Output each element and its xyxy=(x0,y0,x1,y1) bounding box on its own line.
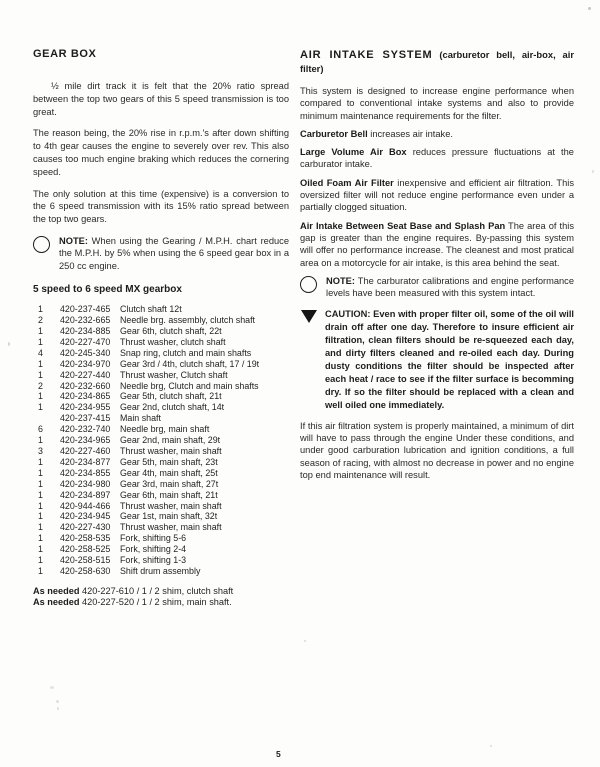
part-number: 420-234-855 xyxy=(60,467,111,478)
part-qty: 1 xyxy=(38,522,43,533)
part-description: Clutch shaft 12t xyxy=(120,304,182,315)
scan-speck xyxy=(490,745,492,747)
air-intake-heading-main: AIR INTAKE SYSTEM xyxy=(300,49,433,61)
caution-triangle-icon xyxy=(301,310,317,323)
part-number: 420-234-897 xyxy=(60,489,111,500)
part-qty: 2 xyxy=(38,380,43,391)
gearbox-para-1: ½ mile dirt track it is felt that the 20% ratio spread between the top two gears of this 5 speed transmission is too great. xyxy=(33,81,289,117)
table-row xyxy=(33,533,289,544)
table-row xyxy=(33,566,289,577)
part-qty: 3 xyxy=(38,445,43,456)
scan-speck xyxy=(304,640,306,642)
part-qty: 6 xyxy=(38,424,43,435)
part-description: Thrust washer, Clutch shaft xyxy=(120,369,228,380)
part-description: Gear 4th, main shaft, 25t xyxy=(120,467,218,478)
page-number: 5 xyxy=(276,749,281,759)
air-intake-column xyxy=(300,48,574,487)
part-description: Gear 6th, main shaft, 21t xyxy=(120,489,218,500)
table-row xyxy=(33,479,289,490)
item-lead: Air Intake Between Seat Base and Splash Pan xyxy=(300,220,506,231)
air-intake-caution-text xyxy=(325,308,574,412)
as-needed-text: 420-227-610 / 1 / 2 shim, clutch shaft xyxy=(82,585,234,596)
part-description: Gear 2nd, clutch shaft, 14t xyxy=(120,402,225,413)
item-text: increases air intake. xyxy=(370,128,453,139)
part-number: 420-227-470 xyxy=(60,336,111,347)
item-lead: Carburetor Bell xyxy=(300,128,368,139)
air-intake-item xyxy=(300,177,574,214)
gearbox-para-3: The only solution at this time (expensive) is a conversion to the 6 speed transmission with its 15% ratio spread between the top two gears. xyxy=(33,188,289,225)
table-row xyxy=(33,522,289,533)
note-circle-icon xyxy=(33,236,50,253)
table-row xyxy=(33,326,289,337)
part-qty: 1 xyxy=(38,435,43,446)
note-label: NOTE: xyxy=(59,235,88,246)
as-needed-list xyxy=(33,586,289,609)
part-number: 420-944-466 xyxy=(60,500,111,511)
part-qty: 1 xyxy=(38,565,43,576)
part-number: 420-237-465 xyxy=(60,304,111,315)
part-qty: 1 xyxy=(38,478,43,489)
gearbox-note-text xyxy=(59,235,289,272)
air-intake-note xyxy=(300,275,574,300)
table-row xyxy=(33,348,289,359)
part-number: 420-232-665 xyxy=(60,315,111,326)
as-needed-text: 420-227-520 / 1 / 2 shim, main shaft. xyxy=(82,597,232,608)
part-qty: 1 xyxy=(38,369,43,380)
note-body: When using the Gearing / M.P.H. chart reduce the M.P.H. by 5% when using the 6 speed gear box in a 250 cc engine. xyxy=(59,235,289,271)
table-row xyxy=(33,402,289,413)
table-row xyxy=(33,544,289,555)
part-description: Thrust washer, clutch shaft xyxy=(120,336,226,347)
part-number: 420-227-460 xyxy=(60,445,111,456)
table-row xyxy=(33,424,289,435)
as-needed-line xyxy=(33,586,289,598)
table-row xyxy=(33,490,289,501)
as-needed-line xyxy=(33,597,289,609)
part-number: 420-258-525 xyxy=(60,544,111,555)
note-label: NOTE: xyxy=(326,275,355,286)
table-row xyxy=(33,468,289,479)
part-qty xyxy=(33,413,60,424)
part-description: Gear 5th, main shaft, 23t xyxy=(120,456,218,467)
part-description: Needle brg, main shaft xyxy=(120,424,210,435)
scan-speck xyxy=(50,686,54,689)
table-row xyxy=(33,381,289,392)
part-description: Snap ring, clutch and main shafts xyxy=(120,347,252,358)
gearbox-column xyxy=(33,48,289,609)
air-intake-note-text xyxy=(326,275,574,300)
note-circle-icon xyxy=(300,276,317,293)
part-description: Fork, shifting 2-4 xyxy=(120,544,187,555)
part-qty: 1 xyxy=(38,467,43,478)
scan-speck xyxy=(588,7,591,10)
part-qty: 1 xyxy=(38,326,43,336)
scan-speck xyxy=(56,700,59,703)
air-intake-heading-sub: (carburetor bell, air-box, air filter) xyxy=(300,49,574,74)
part-description: Gear 1st, main shaft, 32t xyxy=(120,511,218,522)
part-description: Needle brg. assembly, clutch shaft xyxy=(120,315,255,326)
part-number: 420-258-515 xyxy=(60,555,111,566)
as-needed-label: As needed xyxy=(33,585,80,596)
part-number: 420-234-965 xyxy=(60,435,111,446)
as-needed-label: As needed xyxy=(33,597,80,608)
part-number: 420-234-970 xyxy=(60,358,111,369)
air-intake-heading xyxy=(300,48,574,75)
gearbox-para-2: The reason being, the 20% rise in r.p.m.'s after down shifting to 4th gear causes the engine to severely over rev. This also causes too much engine braking which reduces the cornering speed. xyxy=(33,128,289,177)
part-number: 420-234-955 xyxy=(60,402,111,413)
part-qty: 1 xyxy=(38,555,43,566)
air-intake-items xyxy=(300,128,574,269)
part-description: Main shaft xyxy=(120,413,161,424)
part-number: 420-245-340 xyxy=(60,347,111,358)
part-number: 420-258-630 xyxy=(60,565,111,576)
part-number: 420-227-430 xyxy=(60,522,111,533)
part-number: 420-258-535 xyxy=(60,533,111,544)
item-text: reduces pressure fluctuations at the carburator intake. xyxy=(300,147,574,170)
part-number: 420-232-740 xyxy=(60,424,111,435)
table-row xyxy=(33,501,289,512)
part-qty: 1 xyxy=(38,544,43,555)
part-qty: 1 xyxy=(38,533,43,544)
air-intake-item xyxy=(300,146,574,171)
part-qty: 1 xyxy=(38,304,43,315)
air-intake-item xyxy=(300,220,574,269)
part-description: Fork, shifting 1-3 xyxy=(120,555,187,566)
part-description: Shift drum assembly xyxy=(120,565,201,576)
air-intake-para-1: This system is designed to increase engine performance when compared to conventional intake systems and also to provide minimum maintenance requirements for the filter. xyxy=(300,86,574,121)
part-description: Thrust washer, main shaft xyxy=(120,500,222,511)
table-row xyxy=(33,457,289,468)
note-body: The carburator calibrations and engine performance levels have been measured with this system intact. xyxy=(326,275,575,299)
table-row xyxy=(33,370,289,381)
part-description: Gear 2nd, main shaft, 29t xyxy=(120,435,221,446)
part-number: 420-234-885 xyxy=(60,326,111,336)
part-number: 420-237-415 xyxy=(60,413,111,424)
part-qty: 1 xyxy=(38,489,43,500)
part-number: 420-232-660 xyxy=(60,380,111,391)
table-row xyxy=(33,337,289,348)
part-qty: 1 xyxy=(38,402,43,413)
item-text: The area of this gap is greater than the engine requires. By-passing this system will offer no performance increase. The cleanest and most pratical area on a motorcycle for air intake, is this area behind the seat. xyxy=(300,220,574,268)
part-number: 420-234-980 xyxy=(60,478,111,489)
table-row xyxy=(33,359,289,370)
part-qty: 1 xyxy=(38,391,43,402)
scan-speck xyxy=(8,342,10,346)
scan-speck xyxy=(57,707,59,710)
item-text: inexpensive and efficient air filtration. This oversized filter will not reduce engine performance even under a partially clogged situation. xyxy=(300,177,574,213)
gearbox-heading: GEAR BOX xyxy=(33,48,97,60)
air-intake-caution xyxy=(300,308,574,412)
part-description: Gear 5th, clutch shaft, 21t xyxy=(120,391,222,402)
table-row xyxy=(33,304,289,315)
caution-body: Even with proper filter oil, some of the oil will drain off after one day. Therefore to insure efficient air filtration, clean filters should be re-squeezed each day, and dirty filters cleaned and re-oiled each day. During dusty conditions the filter should be inspected after each heat / race to see if the filter surface is becomming dry. If so the filter should be replaced with a clean and well oiled one immediately. xyxy=(325,308,575,410)
table-row xyxy=(33,391,289,402)
part-number: 420-234-945 xyxy=(60,511,111,522)
part-qty: 1 xyxy=(38,456,43,467)
part-number: 420-234-877 xyxy=(60,456,111,467)
part-description: Fork, shifting 5-6 xyxy=(120,533,187,544)
table-row xyxy=(33,413,289,424)
part-qty: 1 xyxy=(38,358,43,369)
part-description: Needle brg, Clutch and main shafts xyxy=(120,380,259,391)
part-qty: 4 xyxy=(38,347,43,358)
gearbox-note xyxy=(33,235,289,272)
part-qty: 2 xyxy=(38,315,43,326)
item-lead: Large Volume Air Box xyxy=(300,147,407,158)
part-number: 420-227-440 xyxy=(60,369,111,380)
parts-table xyxy=(33,304,289,577)
part-qty: 1 xyxy=(38,511,43,522)
table-row xyxy=(33,511,289,522)
table-row xyxy=(33,446,289,457)
caution-label: CAUTION: xyxy=(325,308,371,319)
part-qty: 1 xyxy=(38,500,43,511)
table-row xyxy=(33,435,289,446)
part-qty: 1 xyxy=(38,336,43,347)
air-intake-item xyxy=(300,128,574,140)
part-description: Gear 6th, clutch shaft, 22t xyxy=(120,326,222,336)
table-row xyxy=(33,315,289,326)
part-description: Thrust washer, main shaft xyxy=(120,522,222,533)
scan-speck xyxy=(592,170,594,173)
part-description: Thrust washer, main shaft xyxy=(120,445,222,456)
part-number: 420-234-865 xyxy=(60,391,111,402)
table-row xyxy=(33,555,289,566)
item-lead: Oiled Foam Air Filter xyxy=(300,177,394,188)
part-description: Gear 3rd / 4th, clutch shaft, 17 / 19t xyxy=(120,358,260,369)
air-intake-para-final: If this air filtration system is properly maintained, a minimum of dirt will have to pass through the engine Under these conditions, and under good carburation lubrication and ignition conditions, a full season of racing, with almost no decrease in power and no engine top end maintenance will result. xyxy=(300,420,574,480)
gearbox-subheading: 5 speed to 6 speed MX gearbox xyxy=(33,284,182,296)
part-description: Gear 3rd, main shaft, 27t xyxy=(120,478,219,489)
